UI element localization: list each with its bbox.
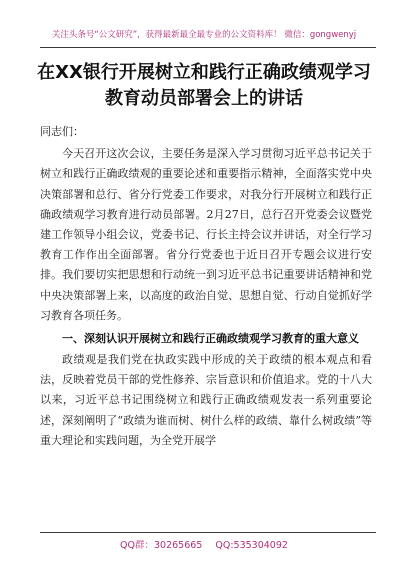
header-divider (40, 47, 376, 48)
salutation: 同志们： (40, 125, 84, 138)
document-body (40, 122, 372, 451)
footer-contact-note: QQ群：30265665 QQ:535304092 (120, 540, 288, 551)
document-title: 在XX银行开展树立和践行正确政绩观学习教育动员部署会上的讲话 (37, 62, 371, 109)
header-promo-note: 关注头条号“公文研究”，获得最新最全最专业的公文资料库！ 微信：gongwenyj (51, 30, 357, 40)
section-paragraph: 政绩观是我们党在执政实践中形成的关于政绩的根本观点和看法，反映着党员干部的党性修养、宗旨意识和价值追求。党的十八大以来，习近平总书记围绕树立和践行正确政绩观发表一系列重要论述，深刻阐明了“政绩为谁而树、树什么样的政绩、靠什么树政绩”等重大理论和实践问题，为全党开展学 (40, 353, 372, 447)
section-heading: 一、深刻认识开展树立和践行正确政绩观学习教育的重大意义 (62, 332, 359, 346)
footer-divider (40, 532, 376, 533)
body-paragraph: 今天召开这次会议，主要任务是深入学习贯彻习近平总书记关于树立和践行正确政绩观的重要论述和重要指示精神，全面落实党中央决策部署和总行、省分行党委工作要求，对我分行开展树立和践行正确政绩观学习教育进行动员部署。2月27日，总行召开党委会议暨党建工作领导小组会议，党委书记、行长主持会议并讲话，对全行学习教育工作作出全面部署。省分行党委也于近日召开专题会议进行安排。我们要切实把思想和行动统一到习近平总书记重要讲话精神和党中央决策部署上来，以高度的政治自觉、思想自觉、行动自觉抓好学习教育各项任务。 (40, 147, 372, 322)
